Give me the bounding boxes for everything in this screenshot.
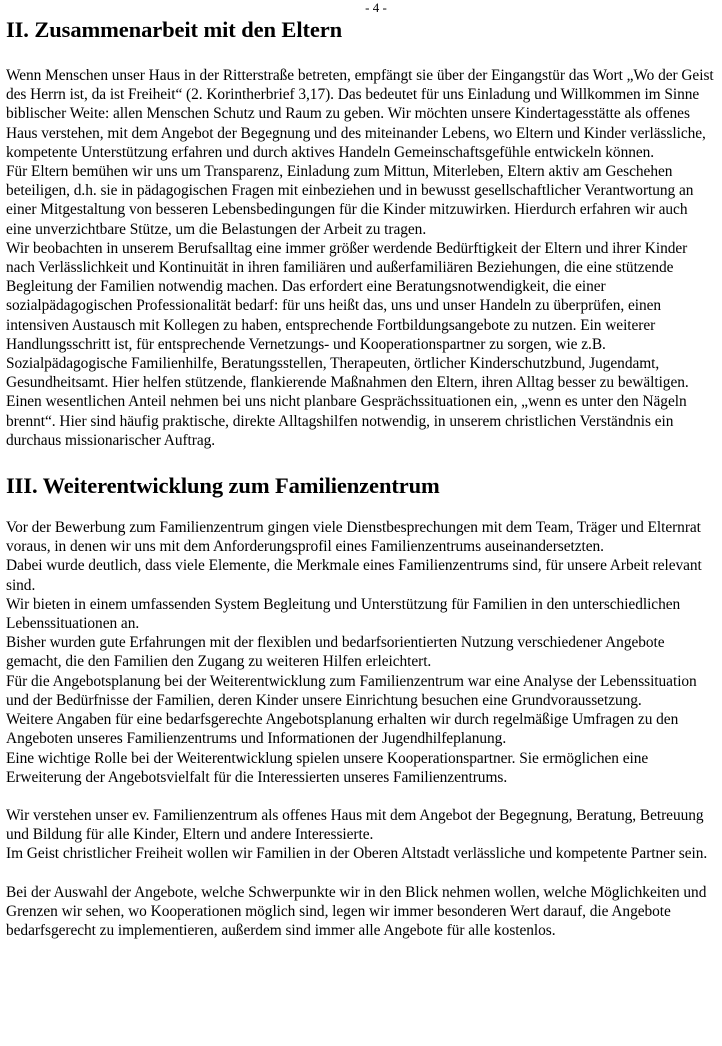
section-title-weiterentwicklung: III. Weiterentwicklung zum Familienzentrum (6, 473, 440, 499)
paragraph: Bei der Auswahl der Angebote, welche Schwerpunkte wir in den Blick nehmen wollen, welche Möglichkeiten und Grenzen wir sehen, wo Kooperationen möglich sind, legen wir immer besonderen Wert darauf, die Angebote bedarfsgerecht zu implementieren, außerdem sind immer alle Angebote für alle kostenlos. (6, 883, 707, 939)
page-number: - 4 - (365, 0, 387, 15)
paragraph: Dabei wurde deutlich, dass viele Elemente, die Merkmale eines Familienzentrums sind, für unsere Arbeit relevant sind. (6, 557, 702, 594)
paragraph: Für Eltern bemühen wir uns um Transparenz, Einladung zum Mittun, Miterleben, Eltern aktiv am Geschehen beteiligen, d.h. sie in pädagogischen Fragen mit einbeziehen und in bewusst gesellschaftlicher Verantwortung an einer Mitgestaltung von besseren Lebensbedingungen für die Kinder mitzuwirken. Hierdurch erfahren wir auch eine unverzichtbare Stütze, um die Belastungen der Arbeit zu tragen. (6, 163, 694, 238)
paragraph: Weitere Angaben für eine bedarfsgerechte Angebotsplanung erhalten wir durch regelmäßige Umfragen zu den Angeboten unseres Familienzentrums und Informationen der Jugendhilfeplanung. (6, 711, 679, 748)
paragraph: Wenn Menschen unser Haus in der Ritterstraße betreten, empfängt sie über der Eingangstür das Wort „Wo der Geist des Herrn ist, da ist Freiheit“ (2. Korintherbrief 3,17). Das bedeutet für uns Einladung und Willkommen im Sinne biblischer Weite: allen Menschen Schutz und Raum zu geben. Wir möchten unsere Kindertagesstätte als offenes Haus verstehen, mit dem Angebot der Begegnung und des miteinander Lebens, wo Eltern und Kinder verlässliche, kompetente Unterstützung erfahren und durch aktives Handeln Gemeinschaftsgefühle entwickeln können. (6, 67, 714, 161)
paragraph: Einen wesentlichen Anteil nehmen bei uns nicht planbare Gesprächssituationen ein, „wenn es unter den Nägeln brennt“. Hier sind häufig praktische, direkte Alltagshilfen notwendig, in unserem christlichen Verständnis ein durchaus missionarischer Auftrag. (6, 393, 687, 449)
paragraph: Wir bieten in einem umfassenden System Begleitung und Unterstützung für Familien in den unterschiedlichen Lebenssituationen an. (6, 595, 681, 633)
paragraph-gap (6, 787, 716, 806)
paragraph: Bisher wurden gute Erfahrungen mit der flexiblen und bedarfsorientierten Nutzung verschiedener Angebote gemacht, die den Familien den Zugang zu weiteren Hilfen erleichtert. (6, 634, 665, 671)
document-page (6, 0, 716, 940)
paragraph: Eine wichtige Rolle bei der Weiterentwicklung spielen unsere Kooperationspartner. Sie ermöglichen eine Erweiterung der Angebotsvielfalt für die Interessierten unseres Familienzentrums. (6, 749, 649, 786)
section-title-zusammenarbeit: II. Zusammenarbeit mit den Eltern (6, 17, 343, 42)
paragraph: Im Geist christlicher Freiheit wollen wir Familien in der Oberen Altstadt verlässliche und kompetente Partner sein. (6, 845, 708, 863)
paragraph: Vor der Bewerbung zum Familienzentrum gingen viele Dienstbesprechungen mit dem Team, Träger und Elternrat voraus, in denen wir uns mit dem Anforderungsprofil eines Familienzentrums auseinandersetzten. (6, 519, 701, 556)
paragraph-gap (6, 864, 716, 883)
section-1-body (6, 66, 716, 450)
section-2-body (6, 518, 716, 940)
paragraph: Für die Angebotsplanung bei der Weiterentwicklung zum Familienzentrum war eine Analyse der Lebenssituation und der Bedürfnisse der Familien, deren Kinder unsere Einrichtung besuchen eine Grundvoraussetzung. (6, 672, 697, 709)
paragraph: Wir beobachten in unserem Berufsalltag eine immer größer werdende Bedürftigkeit der Eltern und ihrer Kinder nach Verlässlichkeit und Kontinuität in ihren familiären und außerfamiliären Beziehungen, die eine stützende Begleitung der Familien notwendig machen. Das erfordert eine Beratungsnotwendigkeit, die einer sozialpädagogischen Professionalität bedarf: für uns heißt das, uns und unser Handeln zu überprüfen, einen intensiven Austausch mit Kollegen zu haben, entsprechende Fortbildungsangebote zu nutzen. Ein weiterer Handlungsschritt ist, für entsprechende Vernetzungs- und Kooperationspartner zu sorgen, wie z.B. Sozialpädagogische Familienhilfe, Beratungsstellen, Therapeuten, örtlicher Kinderschutzbund, Jugendamt, Gesundheitsamt. Hier helfen stützende, flankierende Maßnahmen den Eltern, ihren Alltag besser zu bewältigen. (6, 239, 689, 392)
paragraph: Wir verstehen unser ev. Familienzentrum als offenes Haus mit dem Angebot der Begegnung, Beratung, Betreuung und Bildung für alle Kinder, Eltern und andere Interessierte. (6, 806, 704, 844)
